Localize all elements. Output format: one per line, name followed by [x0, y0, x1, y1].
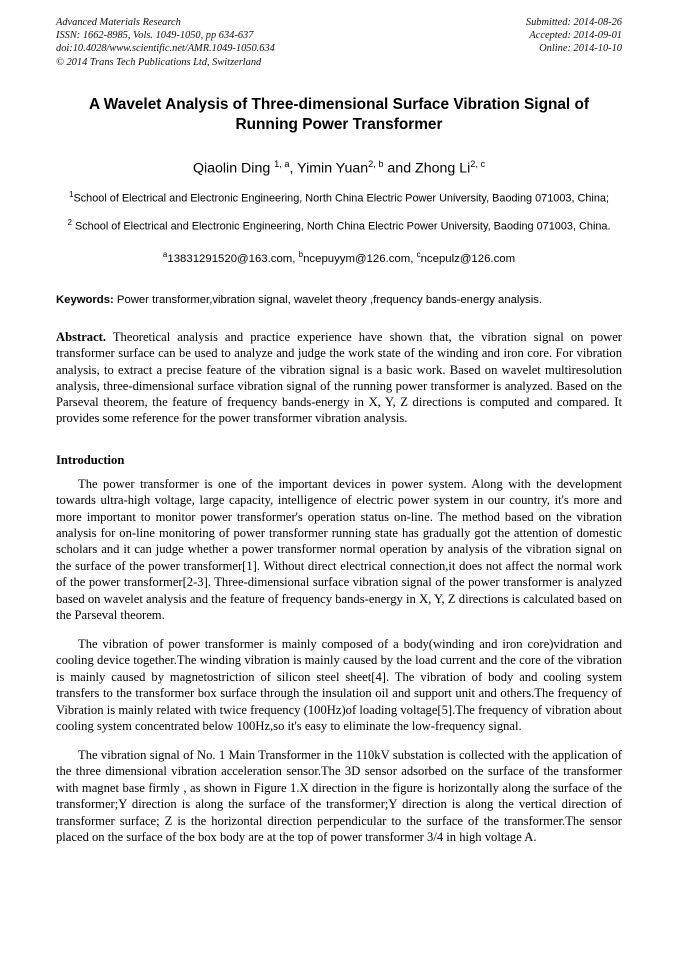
email-c-marker: c — [416, 250, 421, 260]
author-separator-2: and — [383, 160, 416, 177]
affiliation-1-marker: 1 — [69, 189, 74, 199]
affiliation-1 — [56, 187, 622, 207]
author-1-affiliation-marker: 1, a — [274, 158, 290, 169]
introduction-paragraph-2: The vibration of power transformer is mainly composed of a body(winding and iron core)vidration and cooling device together.The winding vibration is mainly caused by the load current and the core of the vibration is mainly caused by magnetostriction of silicon steel sheet[4]. The vibration of body and cooling system transfers to the transformer box surface through the insulation oil and support unit and others.The frequency of Vibration is mainly related with twice frequency (100Hz)of loading voltage[5].The frequency of vibration about cooling system concentrated below 100Hz,so it's easy to eliminate the low-frequency signal. — [56, 637, 622, 734]
journal-copyright: © 2014 Trans Tech Publications Ltd, Switzerland — [56, 56, 262, 68]
email-b: ncepuyym@126.com, — [303, 253, 417, 265]
introduction-paragraph-3: The vibration signal of No. 1 Main Transformer in the 110kV substation is collected with the application of the three dimensional vibration acceleration sensor.The 3D sensor adsorbed on the surface of the transformer with magnet base firmly , as shown in Figure 1.X direction in the figure is horizontally along the surface of the transformer;Y direction is along the surface of the transformer;Y direction is along the vertical direction of transformer surface; Z is the horizontal direction perpendicular to the surface of the transformer.The sensor placed on the surface of the box body are at the top of power transformer 3/4 in high voltage A. — [56, 748, 622, 845]
introduction-heading: Introduction — [56, 452, 125, 467]
author-separator-1: , — [289, 160, 298, 177]
journal-name: Advanced Materials Research — [56, 17, 181, 28]
online-date: Online: 2014-10-10 — [539, 43, 622, 55]
keywords-label: Keywords: — [56, 294, 114, 306]
email-a-marker: a — [162, 250, 168, 260]
paper-title: A Wavelet Analysis of Three-dimensional Surface Vibration Signal of Running Power Transformer — [88, 95, 590, 133]
journal-issn-volume: ISSN: 1662-8985, Vols. 1049-1050, pp 634-637 — [56, 30, 254, 42]
email-a: 13831291520@163.com, — [167, 253, 299, 265]
submitted-date: Submitted: 2014-08-26 — [525, 17, 622, 28]
author-2-affiliation-marker: 2, b — [368, 158, 384, 169]
journal-header-left — [56, 16, 275, 69]
abstract-text: Theoretical analysis and practice experience have shown that, the vibration signal on power transformer surface can be used to analyze and judge the work state of the winding and iron core. For vibration analysis, to extract a precise feature of the vibration signal is a basic work. Based on wavelet multiresolution analysis, three-dimensional surface vibration signal of the running power transformer is analyzed. Based on the Parseval theorem, the feature of frequency bands-energy in X, Y, Z directions is computed and compared. It provides some reference for the power transformer vibration analysis. — [56, 330, 622, 426]
keywords-block — [56, 293, 622, 308]
introduction-paragraph-1: The power transformer is one of the important devices in power system. Along with the development towards ultra-high voltage, large capacity, intelligence of electric power system in our country, it's more and more important to monitor power transformer's operation status on-line. The method based on the vibration analysis for on-line monitoring of power transformer running state has gradually got the attention of domestic scholars and it can judge whether a power transformer normal operation by analysis of the vibration signal on the surface of the power transformer[1]. Without direct electrical connection,it does not affect the normal work of the power transformer[2-3]. Three-dimensional surface vibration signal of the power transformer is analyzed based on wavelet analysis and the feature of frequency bands-energy in X, Y, Z directions is calculated based on the Parseval theorem. — [56, 476, 622, 623]
abstract-block — [56, 329, 622, 427]
author-1-name: Qiaolin Ding — [192, 160, 275, 177]
email-c: ncepulz@126.com — [420, 253, 516, 265]
email-b-marker: b — [298, 250, 304, 260]
affiliation-2 — [56, 215, 622, 235]
author-2-name: Yimin Yuan — [297, 160, 369, 177]
author-3-affiliation-marker: 2, c — [470, 158, 486, 169]
keywords-text: Power transformer,vibration signal, wavelet theory ,frequency bands-energy analysis. — [113, 294, 543, 306]
affiliation-1-text: School of Electrical and Electronic Engineering, North China Electric Power University, Baoding 071003, China; — [73, 192, 609, 205]
journal-header-right — [526, 16, 622, 56]
author-emails — [56, 247, 622, 267]
journal-header — [56, 16, 622, 69]
author-3-name: Zhong Li — [415, 160, 471, 177]
affiliation-2-text: School of Electrical and Electronic Engineering, North China Electric Power University, Baoding 071003, China. — [71, 221, 611, 233]
affiliation-2-marker: 2 — [67, 218, 72, 228]
journal-doi: doi:10.4028/www.scientific.net/AMR.1049-1050.634 — [56, 43, 275, 55]
accepted-date: Accepted: 2014-09-01 — [529, 30, 622, 42]
author-list — [56, 155, 622, 178]
abstract-label: Abstract. — [56, 330, 107, 344]
